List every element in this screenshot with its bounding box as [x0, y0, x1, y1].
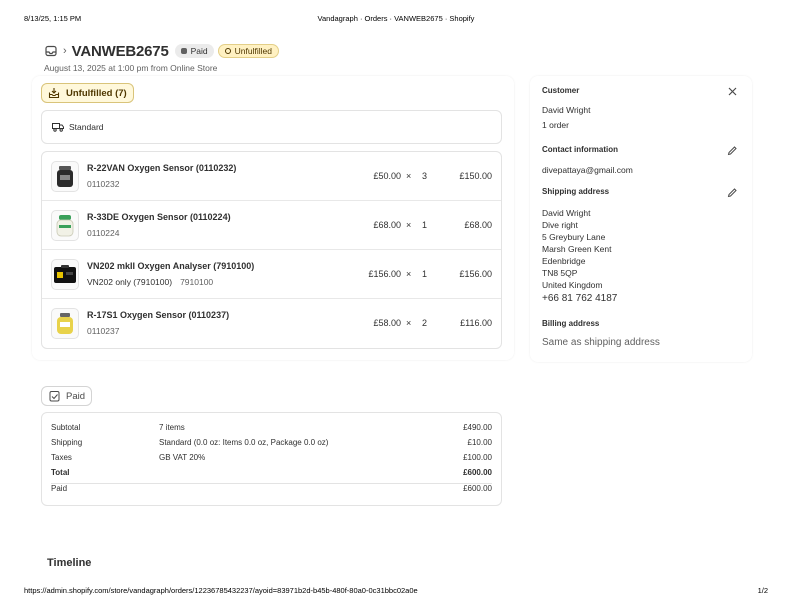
payment-row-amount: £100.00 [463, 453, 492, 462]
unfulfilled-chip-label: Unfulfilled (7) [66, 87, 127, 99]
line-item-sku: 0110224 [87, 228, 120, 238]
address-line: Dive right [542, 220, 578, 230]
line-items-box [41, 151, 502, 349]
edit-contact-pencil-icon[interactable] [726, 144, 738, 156]
breadcrumb-chevron-icon: › [63, 45, 67, 57]
customer-name-link[interactable]: David Wright [542, 105, 591, 115]
line-item-quantity: 1 [422, 269, 428, 279]
timeline-heading: Timeline [47, 557, 92, 569]
line-item-price: £156.00 [368, 269, 401, 279]
line-item-variant-and-sku [87, 277, 213, 287]
delivery-method-box [41, 110, 502, 144]
payment-row-label: Shipping [51, 438, 83, 447]
truck-icon [52, 122, 64, 132]
paid-check-icon [48, 390, 60, 402]
product-thumbnail[interactable] [51, 308, 79, 339]
order-subtitle: August 13, 2025 at 1:00 pm from Online Store [44, 63, 218, 73]
line-item-total: £68.00 [464, 220, 492, 230]
payment-row-subtotal [51, 423, 492, 435]
product-thumbnail[interactable] [51, 210, 79, 241]
payment-row-detail: 7 items [159, 423, 185, 432]
payment-row-total [51, 468, 492, 480]
line-item-variant: VN202 only (7910100) [87, 277, 173, 287]
line-item-quantity: 2 [422, 318, 428, 328]
line-item-price: £50.00 [373, 171, 401, 181]
payment-row-shipping [51, 438, 492, 450]
payment-row-label: Taxes [51, 453, 72, 462]
line-item-title[interactable]: R-17S1 Oxygen Sensor (0110237) [87, 310, 230, 320]
address-line: Marsh Green Kent [542, 244, 612, 254]
paid-dot-icon [181, 48, 187, 54]
shipping-address-heading: Shipping address [542, 187, 610, 196]
line-item-title[interactable]: VN202 mkII Oxygen Analyser (7910100) [87, 261, 255, 271]
address-line: David Wright [542, 208, 591, 218]
line-item-title[interactable]: R-22VAN Oxygen Sensor (0110232) [87, 163, 237, 173]
address-line: United Kingdom [542, 280, 603, 290]
line-item-sku: 0110237 [87, 326, 120, 336]
line-item-row[interactable] [42, 152, 501, 201]
payment-row-label: Total [51, 468, 70, 477]
line-item-row[interactable] [42, 201, 501, 250]
orders-inbox-icon[interactable] [44, 45, 57, 58]
line-item-quantity: 3 [422, 171, 428, 181]
edit-shipping-pencil-icon[interactable] [726, 186, 738, 198]
contact-info-heading: Contact information [542, 145, 618, 154]
delivery-method-label: Standard [69, 122, 104, 132]
multiply-sign: × [406, 269, 412, 279]
payment-row-paid [51, 484, 492, 496]
line-item-row[interactable] [42, 299, 501, 348]
fulfillment-status-label: Unfulfilled [234, 46, 272, 56]
line-item-total: £116.00 [460, 318, 492, 328]
print-datetime: 8/13/25, 1:15 PM [24, 14, 82, 23]
line-item-quantity: 1 [422, 220, 428, 230]
print-page-number: 1/2 [757, 586, 768, 595]
billing-address-value: Same as shipping address [542, 337, 660, 348]
line-item-price: £68.00 [373, 220, 401, 230]
line-item-total: £156.00 [459, 269, 492, 279]
line-item-row[interactable] [42, 250, 501, 299]
address-line: 5 Greybury Lane [542, 232, 606, 242]
multiply-sign: × [406, 171, 412, 181]
line-item-price: £58.00 [373, 318, 401, 328]
payment-row-amount: £10.00 [467, 438, 492, 447]
billing-address-heading: Billing address [542, 319, 600, 328]
customer-heading: Customer [542, 86, 580, 95]
line-item-sku: 0110232 [87, 179, 120, 189]
page-title: VANWEB2675 [71, 42, 169, 60]
unfulfilled-ring-icon [225, 48, 231, 54]
product-thumbnail[interactable] [51, 161, 79, 192]
line-item-title[interactable]: R-33DE Oxygen Sensor (0110224) [87, 212, 231, 222]
payment-row-label: Paid [51, 484, 68, 493]
line-item-sku: 7910100 [180, 277, 214, 287]
customer-order-count[interactable]: 1 order [542, 120, 569, 130]
unfulfilled-box-icon [48, 87, 60, 99]
payment-row-amount: £600.00 [463, 468, 492, 477]
order-title-row [44, 42, 283, 60]
print-url: https://admin.shopify.com/store/vandagraph/orders/12236785432237/ayoid=83971b2d-b45b-480f-80a0-0c31bbc02a0e [24, 586, 418, 595]
payment-row-detail: Standard (0.0 oz: Items 0.0 oz, Package 0.0 oz) [159, 438, 329, 447]
payment-row-taxes [51, 453, 492, 465]
print-header [24, 14, 768, 26]
payment-status-badge [175, 44, 214, 58]
multiply-sign: × [406, 318, 412, 328]
paid-chip-label: Paid [66, 390, 86, 402]
payment-row-amount: £490.00 [463, 423, 492, 432]
print-footer [24, 586, 768, 598]
product-thumbnail[interactable] [51, 259, 79, 290]
address-line: TN8 5QP [542, 268, 578, 278]
payment-row-detail[interactable]: GB VAT 20% [159, 453, 206, 462]
payment-status-label: Paid [190, 46, 208, 56]
unfulfilled-chip [41, 83, 134, 103]
multiply-sign: × [406, 220, 412, 230]
close-icon[interactable] [726, 85, 738, 97]
paid-chip [41, 386, 92, 406]
customer-phone[interactable]: +66 81 762 4187 [542, 293, 618, 304]
fulfillment-status-badge [218, 44, 279, 58]
customer-email[interactable]: divepattaya@gmail.com [542, 165, 633, 175]
payment-summary-box [41, 412, 502, 506]
print-page-title: Vandagraph · Orders · VANWEB2675 · Shopify [317, 14, 475, 23]
payment-row-label: Subtotal [51, 423, 81, 432]
payment-row-amount: £600.00 [463, 484, 492, 493]
line-item-total: £150.00 [459, 171, 492, 181]
address-line: Edenbridge [542, 256, 586, 266]
